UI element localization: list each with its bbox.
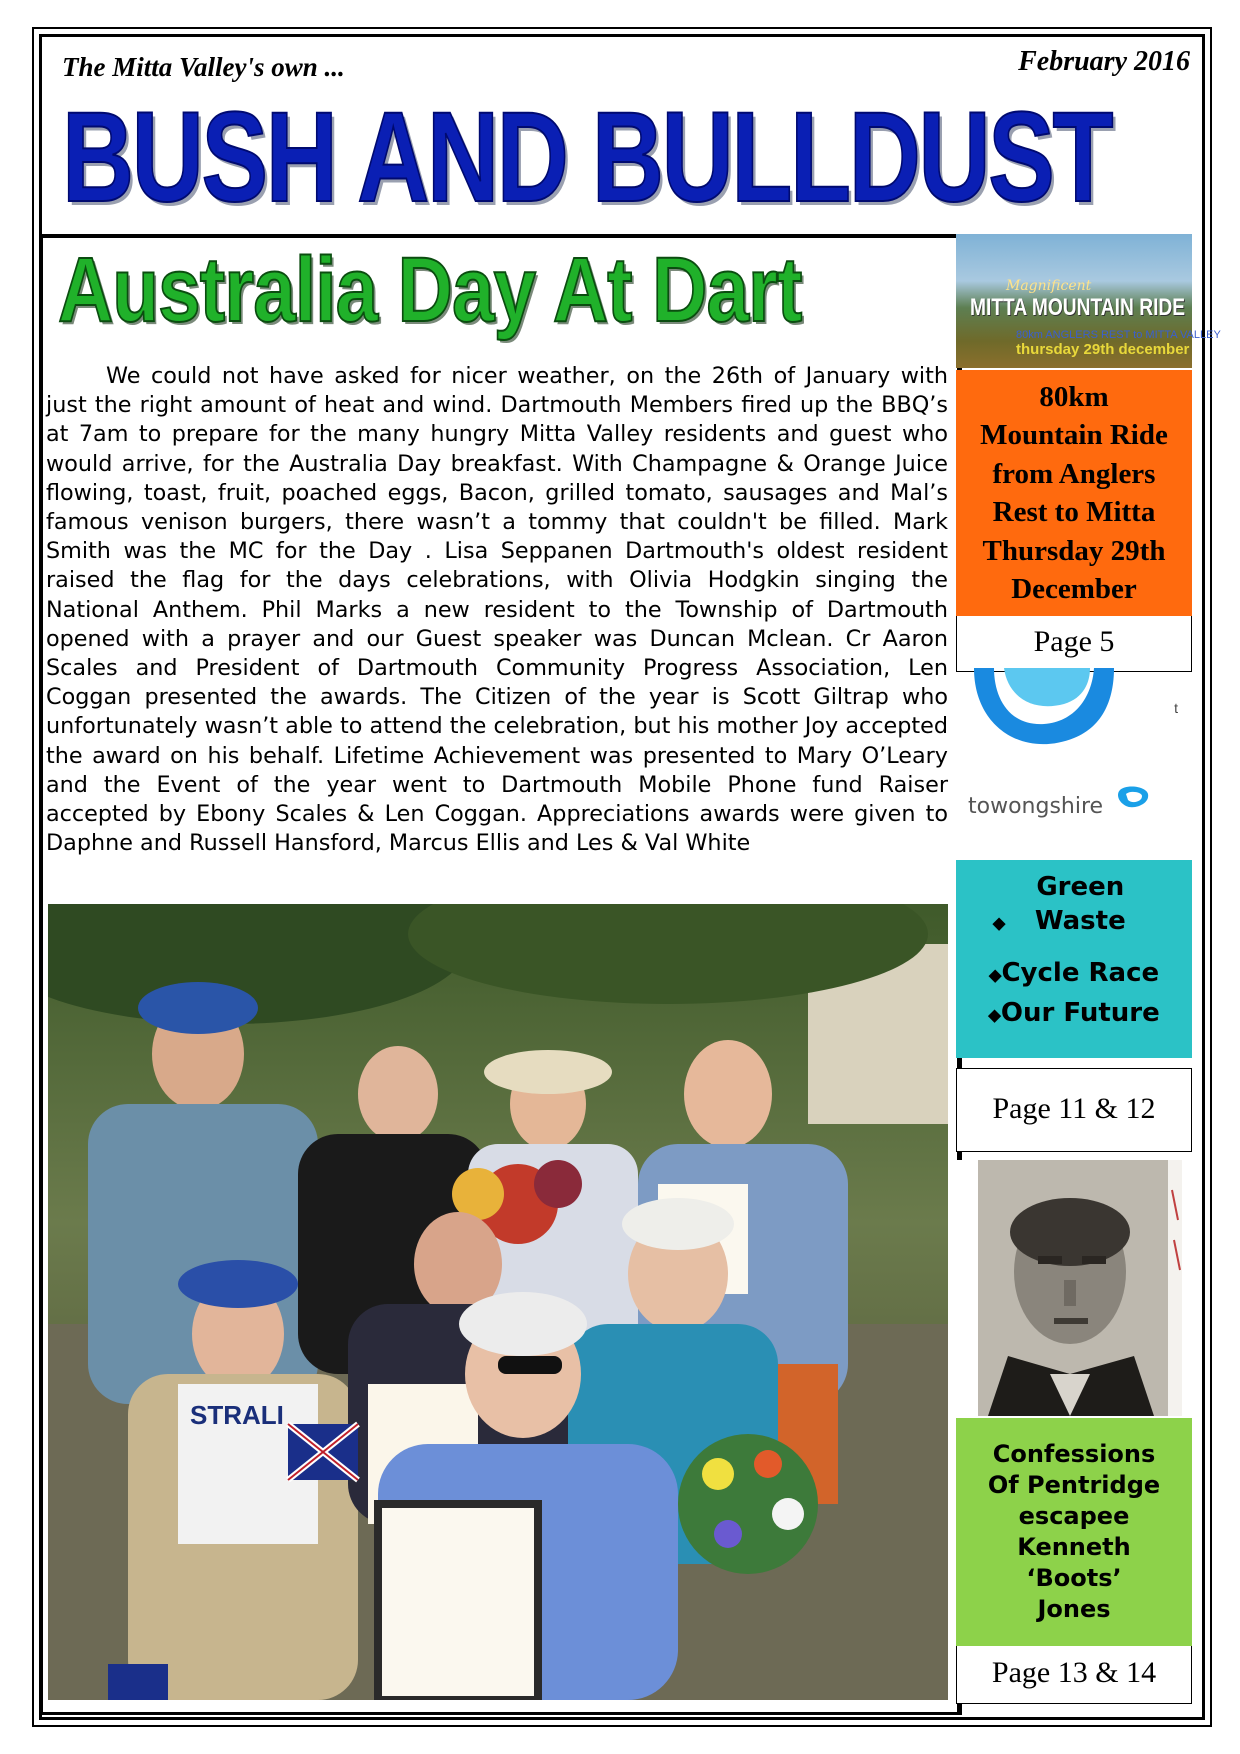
page-ref-5[interactable]: Page 5 (956, 616, 1192, 672)
mountain-ad-date: thursday 29th december (1016, 341, 1190, 358)
promo-line: 80km (1039, 380, 1109, 413)
promo-line: Rest to Mitta (992, 496, 1156, 528)
page-ref-11-12[interactable]: Page 11 & 12 (956, 1068, 1192, 1152)
shire-swirl-icon (964, 668, 1114, 754)
person-back-4 (684, 1040, 772, 1148)
bullet-icon: ⬥ (988, 1005, 1001, 1026)
pentridge-line: Confessions (992, 1440, 1156, 1468)
mountain-ride-ad (956, 234, 1221, 368)
pentridge-portrait-frame (956, 1160, 1192, 1418)
article-body: We could not have asked for nicer weather, on the 26th of January with just the right amount of heat and wind. Dartmouth Members fired up the BBQ’s at 7am to prepare for the many hungry Mitta Valley residents and guest who would arrive, for the Australia Day breakfast. With Champagne & Orange Juice flowing, toast, fruit, poached eggs, Bacon, grilled tomato, sausages and Mal’s famous venison burgers, there wasn’t a tommy that couldn't be filled. Mark Smith was the MC for the Day . Lisa Seppanen Dartmouth's oldest resident raised the flag for the days celebrations, with Olivia Hodgkin singing the National Anthem. Phil Marks a new resident to the Township of Dartmouth opened with a prayer and our Guest speaker was Duncan Mclean. Cr Aaron Scales and President of Dartmouth Community Progress Association, Len Coggan presented the awards. The Citizen of the year is Scott Giltrap who unfortunately wasn’t able to attend the celebration, but his mother Joy accepted the award on his behalf. Lifetime Achievement was presented to Mary O’Leary and the Event of the year went to Dartmouth Mobile Phone fund Raiser accepted by Ebony Scales & Len Coggan. Appreciations awards were given to Daphne and Russell Hansford, Marcus Ellis and Les & Val White (46, 363, 948, 857)
shire-logo-text: towongshire (968, 794, 1104, 819)
photo-shirt-text: STRALI (190, 1400, 284, 1430)
shire-small-text: t (1174, 700, 1178, 716)
person-back-2 (358, 1046, 438, 1142)
pentridge-line: Of Pentridge (987, 1471, 1161, 1499)
mountain-ad-script: Magnificent (1006, 278, 1092, 294)
tagline: The Mitta Valley's own ... (62, 52, 345, 82)
mountain-ad-title: MITTA MOUNTAIN RIDE (970, 294, 1186, 321)
topic-cycle-race: ⬥Cycle Race (988, 958, 1160, 988)
promo-line: from Anglers (992, 457, 1156, 490)
mountain-ride-promo (956, 370, 1192, 616)
shire-mark-icon (1116, 784, 1150, 810)
bullet-icon: ⬥ (992, 913, 1006, 934)
pentridge-line: Jones (1037, 1595, 1111, 1623)
promo-line: Mountain Ride (980, 419, 1168, 451)
pentridge-portrait (978, 1160, 1182, 1416)
topic-green-waste: ⬥Green Waste (992, 872, 1126, 936)
towong-shire-logo (956, 672, 1192, 860)
promo-line: December (1011, 573, 1137, 605)
pentridge-line: ‘Boots’ (1026, 1564, 1122, 1592)
mountain-ad-route: 80km ANGLERS REST to MITTA VALLEY (1016, 329, 1221, 341)
group-photo (48, 904, 948, 1700)
pentridge-promo (956, 1418, 1192, 1646)
issue-date: February 2016 (1018, 46, 1190, 77)
shire-topics-box (956, 860, 1192, 1058)
article-headline: Australia Day At Dart (58, 239, 802, 341)
topic-our-future: ⬥Our Future (988, 998, 1160, 1028)
pentridge-line: escapee (1018, 1502, 1130, 1530)
bullet-icon: ⬥ (988, 965, 1002, 986)
page-ref-13-14[interactable]: Page 13 & 14 (956, 1646, 1192, 1704)
masthead-title: BUSH AND BULLDUST (62, 86, 1112, 229)
promo-line: Thursday 29th (982, 534, 1166, 567)
pentridge-line: Kenneth (1017, 1533, 1131, 1561)
